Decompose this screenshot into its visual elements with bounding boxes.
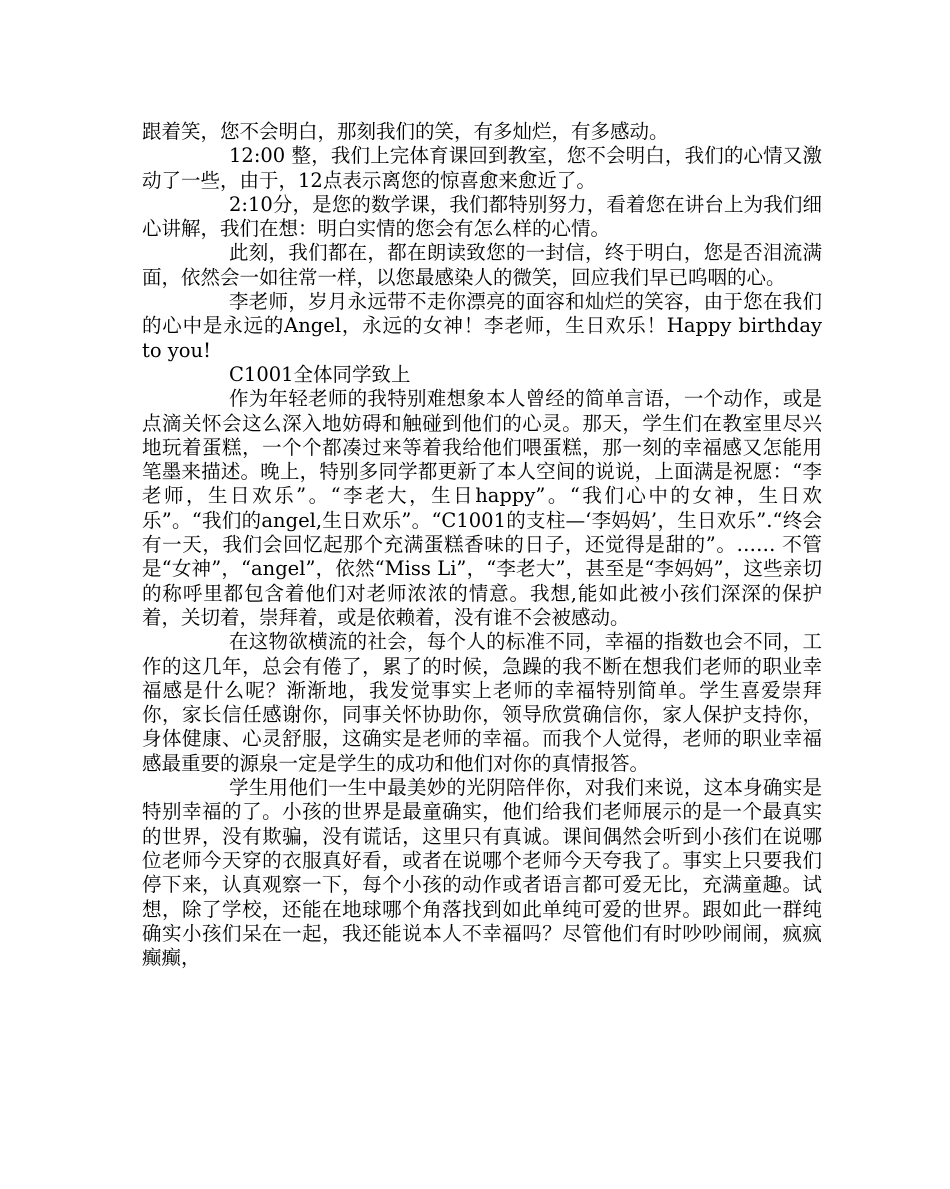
paragraph-letter-reading: 此刻，我们都在，都在朗读致您的一封信，终于明白，您是否泪流满面，依然会一如往常一样，以您最感染人的微笑，回应我们早已呜咽的心。 bbox=[142, 241, 822, 289]
paragraph-math-class: 2:10分，是您的数学课，我们都特别努力，看着您在讲台上为我们细心讲解，我们在想：明白实情的您会有怎么样的心情。 bbox=[142, 192, 822, 241]
signature-line: C1001全体同学致上 bbox=[229, 362, 411, 386]
paragraph-noon: 12:00 整，我们上完体育课回到教室，您不会明白，我们的心情又激动了一些，由于，12点表示离您的惊喜愈来愈近了。 bbox=[142, 144, 822, 192]
paragraph-happiness-source: 在这物欲横流的社会，每个人的标准不同，幸福的指数也会不同，工作的这几年，总会有倦了，累了的时候，急躁的我不断在想我们老师的职业幸福感是什么呢？渐渐地，我发觉事实上老师的幸福特别简单。学生喜爱崇拜你，家长信任感谢你，同事关怀协助你，领导欣赏确信你，家人保护支持你，身体健康、心灵舒服，这确实是老师的幸福。而我个人觉得，老师的职业幸福感最重要的源泉一定是学生的成功和他们对你的真情报答。 bbox=[142, 630, 822, 775]
document-body bbox=[142, 120, 822, 970]
paragraph-children-world: 学生用他们一生中最美妙的光阴陪伴你，对我们来说，这本身确实是特别幸福的了。小孩的世界是最童确实，他们给我们老师展示的是一个最真实的世界，没有欺骗，没有谎话，这里只有真诚。课间偶然会听到小孩们在说哪位老师今天穿的衣服真好看，或者在说哪个老师今天夸我了。事实上只要我们停下来，认真观察一下，每个小孩的动作或者语言都可爱无比，充满童趣。试想，除了学校，还能在地球哪个角落找到如此单纯可爱的世界。跟如此一群纯确实小孩们呆在一起，我还能说本人不幸福吗？尽管他们有时吵吵闹闹，疯疯癫癫， bbox=[142, 776, 822, 970]
paragraph-birthday-wish: 李老师，岁月永远带不走你漂亮的面容和灿烂的笑容，由于您在我们的心中是永远的Angel，永远的女神！李老师，生日欢乐！Happy birthday to you! bbox=[142, 290, 822, 362]
paragraph-teacher-reflection: 作为年轻老师的我特别难想象本人曾经的简单言语，一个动作，或是点滴关怀会这么深入地妨碍和触碰到他们的心灵。那天，学生们在教室里尽兴地玩着蛋糕，一个个都凑过来等着我给他们喂蛋糕，那一刻的幸福感又怎能用笔墨来描述。晚上，特别多同学都更新了本人空间的说说，上面满是祝愿：“李老师，生日欢乐”。“李老大，生日happy”。“我们心中的女神，生日欢乐”。“我们的angel,生日欢乐”。“C1001的支柱—‘李妈妈’，生日欢乐”.“终会有一天，我们会回忆起那个充满蛋糕香味的日子，还觉得是甜的”。…… 不管是“女神”，“angel”，依然“Miss Li”，“李老大”，甚至是“李妈妈”，这些亲切的称呼里都包含着他们对老师浓浓的情意。我想,能如此被小孩们深深的保护着，关切着，崇拜着，或是依赖着，没有谁不会被感动。 bbox=[142, 387, 822, 629]
paragraph-continuation: 跟着笑，您不会明白，那刻我们的笑，有多灿烂，有多感动。 bbox=[142, 120, 669, 143]
